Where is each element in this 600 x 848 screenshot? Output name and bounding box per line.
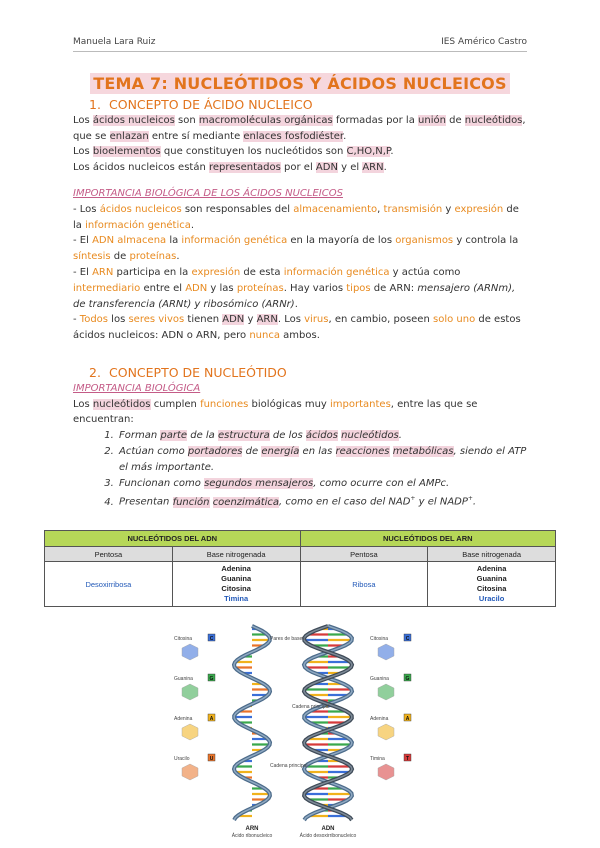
paragraph-representation: Los ácidos nucleicos están representados por el ADN y el ARN. (73, 162, 387, 174)
base-letter: A (209, 716, 214, 722)
column-header: Base nitrogenada (428, 547, 556, 562)
bullet-adn: - El ADN almacena la información genética en la mayoría de los organismos y controla la síntesis de proteínas. (73, 235, 519, 263)
adn-bases: Adenina Guanina Citosina Timina (172, 562, 300, 607)
molecule-sketch (378, 724, 394, 740)
importance-heading-2: IMPORTANCIA BIOLÓGICA (73, 382, 201, 394)
bullet-living-beings: - Todos los seres vivos tienen ADN y ARN. Los virus, en cambio, poseen solo uno de estos ácidos nucleicos: ADN o ARN, pero nunca ambos. (73, 314, 521, 342)
molecule-sketch (378, 764, 394, 780)
arn-header: NUCLEÓTIDOS DEL ARN (300, 531, 556, 547)
label-cadena-principal: Cadena principal (292, 704, 330, 710)
molecule-sketch (182, 724, 198, 740)
arn-label: ARN (245, 826, 259, 832)
base-name-label: Timina (370, 756, 385, 762)
page-title: TEMA 7: NUCLEÓTIDOS Y ÁCIDOS NUCLEICOS (73, 74, 527, 93)
base-name-label: Guanina (370, 676, 389, 682)
arn-pentose: Ribosa (300, 562, 428, 607)
molecule-sketch (182, 644, 198, 660)
molecule-sketch (182, 764, 198, 780)
base-name-label: Citosina (174, 636, 193, 642)
base-name-label: Citosina (370, 636, 389, 642)
base-name-label: Guanina (174, 676, 193, 682)
base-letter: T (405, 756, 410, 762)
base-letter: G (209, 676, 214, 682)
bullet-arn: - El ARN participa en la expresión de esta información genética y actúa como intermediario entre el ADN y las proteínas. Hay varios tipos de ARN: mensajero (ARNm), de transferencia (ARNt) y ribosómico (ARNr). (73, 266, 516, 310)
header-divider (73, 51, 527, 52)
base-letter: A (405, 716, 410, 722)
adn-sublabel: Ácido desoxirribonucleico (299, 833, 357, 839)
section-1-heading: 1. CONCEPTO DE ÁCIDO NUCLEICO (89, 97, 313, 112)
nucleotide-table (44, 530, 556, 607)
adn-label: ADN (321, 826, 335, 832)
rna-bases-legend (174, 634, 215, 780)
table-row (45, 562, 556, 607)
list-item: 4. Presentan función coenzimática, como en el caso del NAD+ y el NADP+. (117, 491, 527, 510)
adn-pentose: Desoxirribosa (45, 562, 173, 607)
section-1 (73, 97, 527, 344)
author-name: Manuela Lara Ruiz (73, 37, 156, 47)
molecule-sketch (378, 684, 394, 700)
dna-bases-legend (370, 634, 411, 780)
section-2 (73, 365, 527, 511)
column-header: Base nitrogenada (172, 547, 300, 562)
molecule-sketch (182, 684, 198, 700)
column-header: Pentosa (300, 547, 428, 562)
paragraph-nucleotide-functions: Los nucleótidos cumplen funciones biológicas muy importantes, entre las que se encuentran: (73, 398, 478, 426)
bullet-responsibility: - Los ácidos nucleicos son responsables del almacenamiento, transmisión y expresión de la información genética. (73, 203, 519, 231)
importance-heading-1: IMPORTANCIA BIOLÓGICA DE LOS ÁCIDOS NUCLEICOS (73, 187, 343, 199)
column-header: Pentosa (45, 547, 173, 562)
list-item: 3. Funcionan como segundos mensajeros, como ocurre con el AMPc. (117, 476, 527, 492)
arn-bases: Adenina Guanina Citosina Uracilo (428, 562, 556, 607)
label-cadena-principal: Cadena principal (270, 763, 308, 769)
arn-sublabel: Ácido ribonucleico (231, 833, 273, 839)
section-2-heading: 2. CONCEPTO DE NUCLEÓTIDO (89, 365, 287, 380)
molecule-sketch (378, 644, 394, 660)
list-item: 1. Forman parte de la estructura de los ácidos nucleótidos. (117, 428, 527, 444)
paragraph-definition: Los ácidos nucleicos son macromoléculas orgánicas formadas por la unión de nucleótidos, que se enlazan entre sí mediante enlaces fosfodiéster. (73, 114, 526, 142)
label-pares-bases: Pares de bases (270, 636, 305, 642)
adn-header: NUCLEÓTIDOS DEL ADN (45, 531, 301, 547)
base-letter: C (405, 636, 410, 642)
helix-illustration (234, 626, 352, 820)
base-letter: U (209, 756, 214, 762)
paragraph-bioelements: Los bioelementos que constituyen los nucleótidos son C,HO,N,P. (73, 146, 394, 158)
functions-list (73, 428, 527, 510)
base-letter: G (405, 676, 410, 682)
base-name-label: Adenina (370, 716, 389, 722)
base-name-label: Adenina (174, 716, 193, 722)
dna-rna-diagram (170, 622, 432, 844)
base-letter: C (209, 636, 214, 642)
page-header (73, 37, 527, 47)
school-name: IES Américo Castro (441, 37, 527, 47)
base-name-label: Uracilo (174, 756, 190, 762)
list-item: 2. Actúan como portadores de energía en las reacciones metabólicas, siendo el ATP el más importante. (117, 444, 527, 476)
